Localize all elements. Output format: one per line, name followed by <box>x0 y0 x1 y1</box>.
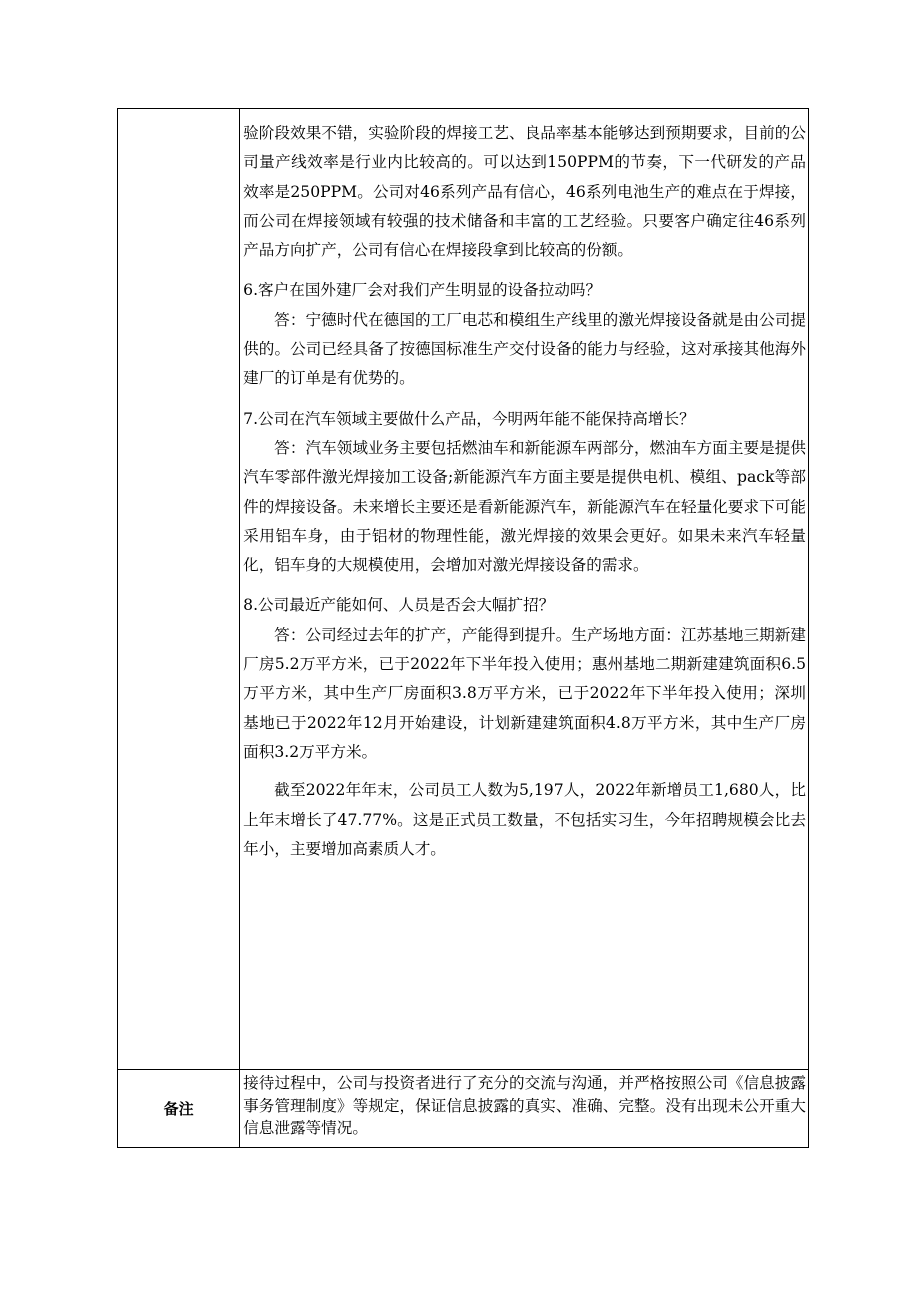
remarks-label: 备注 <box>118 1070 240 1148</box>
investor-relations-table <box>117 108 809 1148</box>
question-8: 8.公司最近产能如何、人员是否会大幅扩招？ <box>243 596 555 615</box>
answer-8: 答：公司经过去年的扩产，产能得到提升。生产场地方面：江苏基地三期新建厂房5.2万平方米，已于2022年下半年投入使用；惠州基地二期新建建筑面积6.5万平方米，其中生产厂房面积3.8万平方米，已于2022年下半年投入使用；深圳基地已于2022年12月开始建设，计划新建建筑面积4.8万平方米，其中生产厂房面积3.2万平方米。 <box>243 625 806 761</box>
remarks-text: 接待过程中，公司与投资者进行了充分的交流与沟通，并严格按照公司《信息披露事务管理制度》等规定，保证信息披露的真实、准确、完整。没有出现未公开重大信息泄露等情况。 <box>243 1074 806 1137</box>
question-7: 7.公司在汽车领域主要做什么产品，今明两年能不能保持高增长？ <box>243 409 695 428</box>
answer-continuation-paragraph: 验阶段效果不错，实验阶段的焊接工艺、良品率基本能够达到预期要求，目前的公司量产线效率是行业内比较高的。可以达到150PPM的节奏，下一代研发的产品效率是250PPM。公司对46系列产品有信心，46系列电池生产的难点在于焊接，而公司在焊接领域有较强的技术储备和丰富的工艺经验。只要客户确定往46系列产品方向扩产，公司有信心在焊接段拿到比较高的份额。 <box>243 124 806 260</box>
remarks-row <box>118 1070 809 1148</box>
answer-7: 答：汽车领域业务主要包括燃油车和新能源车两部分，燃油车方面主要是提供汽车零部件激光焊接加工设备;新能源汽车方面主要是提供电机、模组、pack等部件的焊接设备。未来增长主要还是看新能源汽车，新能源汽车在轻量化要求下可能采用铝车身，由于铝材的物理性能，激光焊接的效果会更好。如果未来汽车轻量化，铝车身的大规模使用，会增加对激光焊接设备的需求。 <box>243 438 806 575</box>
answer-8-continued: 截至2022年年末，公司员工人数为5,197人，2022年新增员工1,680人，比上年末增长了47.77%。这是正式员工数量，不包括实习生，今年招聘规模会比去年小，主要增加高素质人才。 <box>243 781 806 858</box>
question-6: 6.客户在国外建厂会对我们产生明显的设备拉动吗？ <box>243 281 602 300</box>
remarks-cell <box>240 1070 809 1148</box>
content-row <box>118 109 809 1070</box>
qa-content-cell <box>240 109 809 1070</box>
row-label-cell-empty <box>118 109 240 1070</box>
answer-6: 答：宁德时代在德国的工厂电芯和模组生产线里的激光焊接设备就是由公司提供的。公司已经具备了按德国标准生产交付设备的能力与经验，这对承接其他海外建厂的订单是有优势的。 <box>243 310 806 388</box>
